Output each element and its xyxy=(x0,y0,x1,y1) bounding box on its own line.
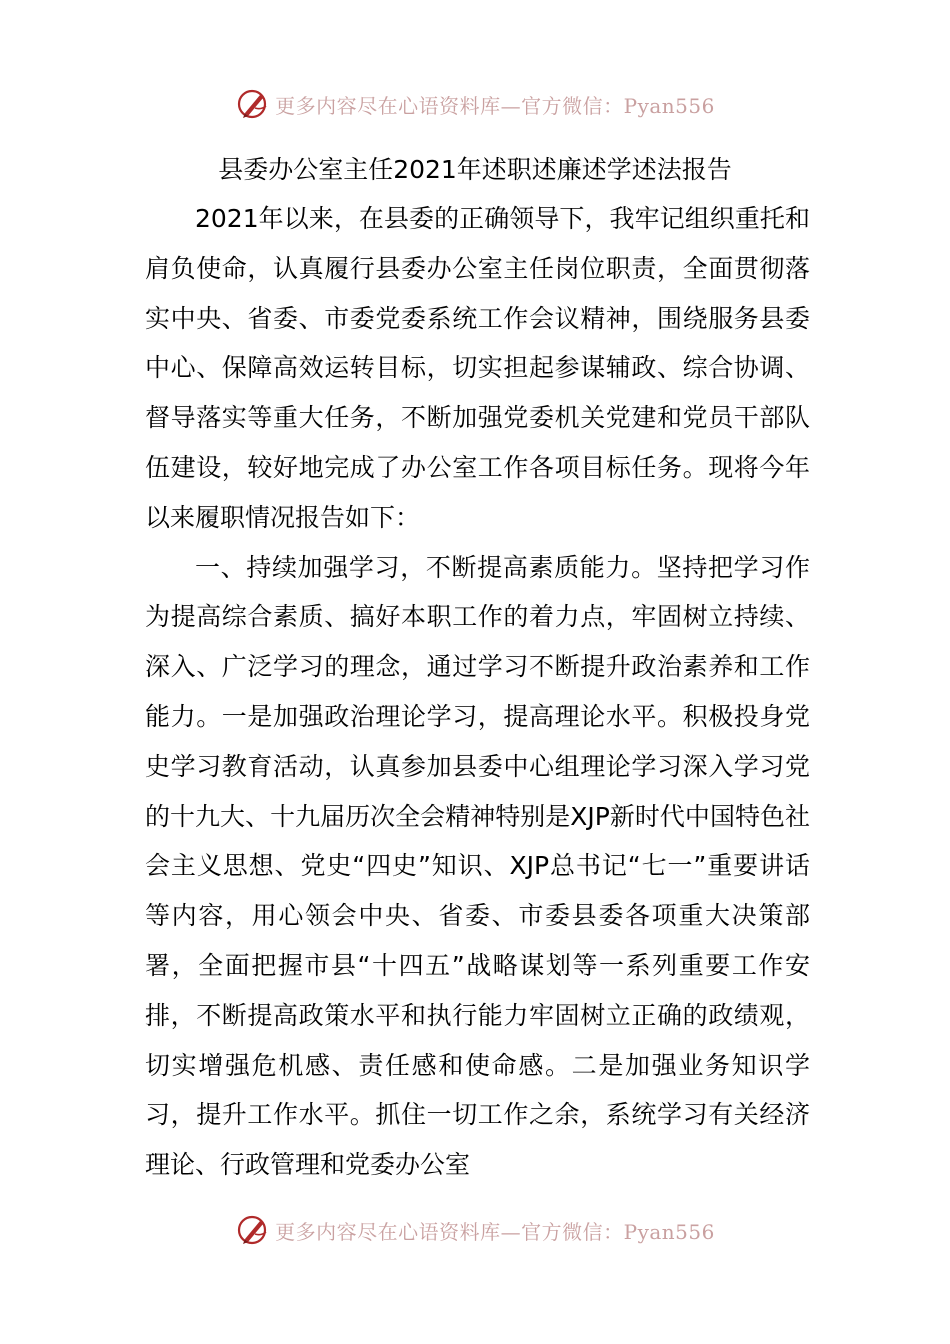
pen-logo-icon xyxy=(235,86,271,122)
paragraph-section-one: 一、持续加强学习，不断提高素质能力。坚持把学习作为提高综合素质、搞好本职工作的着力点，牢固树立持续、深入、广泛学习的理念，通过学习不断提升政治素养和工作能力。一是加强政治理论学习，提高理论水平。积极投身党史学习教育活动，认真参加县委中心组理论学习深入学习党的十九大、十九届历次全会精神特别是XJP新时代中国特色社会主义思想、党史“四史”知识、XJP总书记“七一”重要讲话等内容，用心领会中央、省委、市委县委各项重大决策部署，全面把握市县“十四五”战略谋划等一系列重要工作安排，不断提高政策水平和执行能力牢固树立正确的政绩观，切实增强危机感、责任感和使命感。二是加强业务知识学习，提升工作水平。抓住一切工作之余，系统学习有关经济理论、行政管理和党委办公室 xyxy=(145,552,810,1180)
paragraph-intro: 2021年以来，在县委的正确领导下，我牢记组织重托和肩负使命，认真履行县委办公室主任岗位职责，全面贯彻落实中央、省委、市委党委系统工作会议精神，围绕服务县委中心、保障高效运转目标，切实担起参谋辅政、综合协调、督导落实等重大任务，不断加强党委机关党建和党员干部队伍建设，较好地完成了办公室工作各项目标任务。现将今年以来履职情况报告如下： xyxy=(145,204,810,532)
document-body xyxy=(145,194,810,1190)
watermark-text: 更多内容尽在心语资料库—官方微信：Pyan556 xyxy=(275,1219,715,1244)
document-title: 县委办公室主任2021年述职述廉述学述法报告 xyxy=(218,155,732,184)
watermark-text: 更多内容尽在心语资料库—官方微信：Pyan556 xyxy=(275,93,715,118)
pen-logo-icon xyxy=(235,1212,271,1248)
watermark-banner-top xyxy=(0,82,950,126)
watermark-banner-bottom xyxy=(0,1208,950,1252)
